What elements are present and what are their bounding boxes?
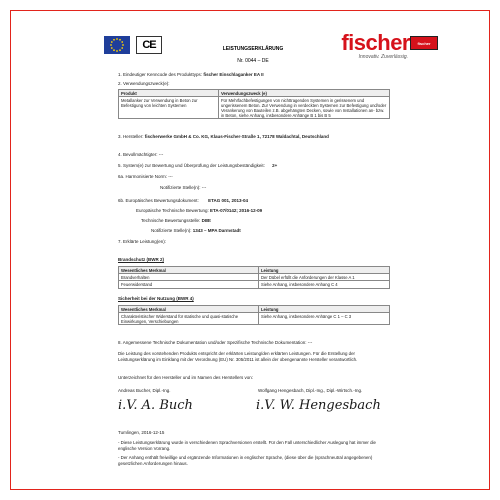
safety-table xyxy=(118,305,390,325)
document-frame xyxy=(10,10,490,490)
line-6a-notified: Notifizierte Stelle(n): --- xyxy=(160,185,207,190)
line-3-value: fischerwerke GmbH & Co. KG, Klaus-Fischer-Straße 1, 72178 Waldachtal, Deutschland xyxy=(144,134,329,139)
table-cell: Für Mehrfachbefestigungen von nichttragenden Systemen in gerissenem und ungerissenem Beton. Zur Verwendung in verdeckten Systemen zur Befestigung und/oder Verankerung von Bauteilen z.B. abgehängten Decken, sowie von Installationen an- bzw. in Beton, siehe Anhang, insbesondere Anhänge B 1 bis B 5 xyxy=(219,97,390,119)
purpose-table xyxy=(118,89,390,119)
line-5 xyxy=(118,163,277,168)
ns-label: Notifizierte Stelle(n): xyxy=(151,228,192,233)
line-8: 8. Angemessene Technische Dokumentation und/oder Spezifische Technische Dokumentation: --- xyxy=(118,340,313,345)
table-cell: Siehe Anhang, insbesondere Anhang C 4 xyxy=(259,281,390,288)
table-header-cell: Wesentliches Merkmal xyxy=(119,306,259,313)
table-cell: Brandverhalten xyxy=(119,274,259,281)
place-date: Tumlingen, 2016-12-15 xyxy=(118,430,165,435)
table-header-cell: Verwendungszweck (e) xyxy=(219,90,390,97)
line-6a: 6a. Harmonisierte Norm: --- xyxy=(118,174,173,179)
ns-value: 1343 – MPA Darmstadt xyxy=(192,228,241,233)
brand-tagline: Innovativ. Zuverlässig. xyxy=(358,54,408,60)
table-header-cell: Wesentliches Merkmal xyxy=(119,267,259,274)
line-4: 4. Bevollmächtigter: --- xyxy=(118,152,164,157)
line-5-label: 5. System(e) zur Bewertung und Überprüfung der Leistungsbeständigkeit: xyxy=(118,163,265,168)
note-annex: - Der Anhang enthält freiwillige und ergänzende Informationen in englischer Sprache, (diese über die (sprachneutral angegebenen) gesetzlichen Anforderungen hinaus. xyxy=(118,455,373,466)
signer-1-name: Andreas Bucher, Dipl.-Ing. xyxy=(118,388,171,393)
table-row xyxy=(119,281,390,288)
fire-section-title: Brandschutz (BWR 2) xyxy=(118,257,164,262)
signature-1: i.V. A. Buch xyxy=(118,398,193,413)
line-3 xyxy=(118,134,329,139)
eta-value: ETA-07/0142; 2016-12-09 xyxy=(209,208,263,213)
table-header-row xyxy=(119,267,390,274)
brand-logo: fischer xyxy=(341,30,410,55)
table-header-row xyxy=(119,90,390,97)
line-1-label: 1. Eindeutiger Kenncode des Produkttyps: xyxy=(118,72,203,77)
ce-mark: CE xyxy=(136,36,162,54)
table-row xyxy=(119,313,390,325)
table-header-cell: Leistung xyxy=(259,306,390,313)
table-header-cell: Leistung xyxy=(259,267,390,274)
table-cell: Siehe Anhang, insbesondere Anhänge C 1 – C 3 xyxy=(259,313,390,325)
brand-box-logo: fischer xyxy=(410,36,438,50)
signature-2: i.V. W. Hengesbach xyxy=(256,398,381,413)
fire-table xyxy=(118,266,390,289)
eta-label: Europäische Technische Bewertung: xyxy=(136,208,209,213)
table-header-row xyxy=(119,306,390,313)
line-2: 2. Verwendungszweck(e): xyxy=(118,81,170,86)
line-6b-eta xyxy=(136,208,262,213)
line-3-label: 3. Hersteller: xyxy=(118,134,144,139)
table-header-cell: Produkt xyxy=(119,90,219,97)
table-cell: Metallanker zur Verwendung in Beton zur Befestigung von leichten Systemen xyxy=(119,97,219,119)
responsibility-paragraph: Die Leistung des vorstehenden Produkts entspricht der erklärten Leistung/den erklärten Leistungen. Für die Erstellung der Leistungserklärung im Einklang mit der Verordnung (EU) Nr. 305/2011 ist allein der obengenannte Hersteller verantwortlich. xyxy=(118,351,358,362)
table-cell: Feuerwiderstand xyxy=(119,281,259,288)
line-6b xyxy=(118,198,248,203)
tb-value: DIBt xyxy=(201,218,211,223)
document-title: LEISTUNGSERKLÄRUNG xyxy=(222,46,284,52)
line-6b-ns xyxy=(151,228,241,233)
line-6b-label: 6b. Europäisches Bewertungsdokument: xyxy=(118,198,199,203)
table-cell: Der Dübel erfüllt die Anforderungen der Klasse A 1 xyxy=(259,274,390,281)
table-row xyxy=(119,97,390,119)
table-cell: Charakteristischer Widerstand für statische und quasi-statische Einwirkungen, Verschiebungen xyxy=(119,313,259,325)
signature-intro: Unterzeichnet für den Hersteller und im Namen des Herstellers von: xyxy=(118,375,254,380)
document-number: Nr. 0044 – DE xyxy=(237,58,269,64)
safety-section-title: Sicherheit bei der Nutzung (BWR 4) xyxy=(118,296,194,301)
table-row xyxy=(119,274,390,281)
note-language: - Diese Leistungserklärung wurde in verschiedenen Sprachversionen erstellt. Für den Fall unterschiedlicher Auslegung hat immer die englische Version Vorrang. xyxy=(118,440,376,451)
signer-2-name: Wolfgang Hengesbach, Dipl.-Ing., Dipl.-Wirtsch.-Ing. xyxy=(258,388,363,393)
line-1 xyxy=(118,72,264,77)
line-6b-value: ETAG 001, 2013-04 xyxy=(208,198,249,203)
line-7: 7. Erklärte Leistung(en): xyxy=(118,239,167,244)
line-5-value: 2+ xyxy=(272,163,278,168)
line-1-value: fischer Einschlaganker EA II xyxy=(203,72,264,77)
line-6b-tb xyxy=(141,218,211,223)
tb-label: Technische Bewertungsstelle: xyxy=(141,218,201,223)
